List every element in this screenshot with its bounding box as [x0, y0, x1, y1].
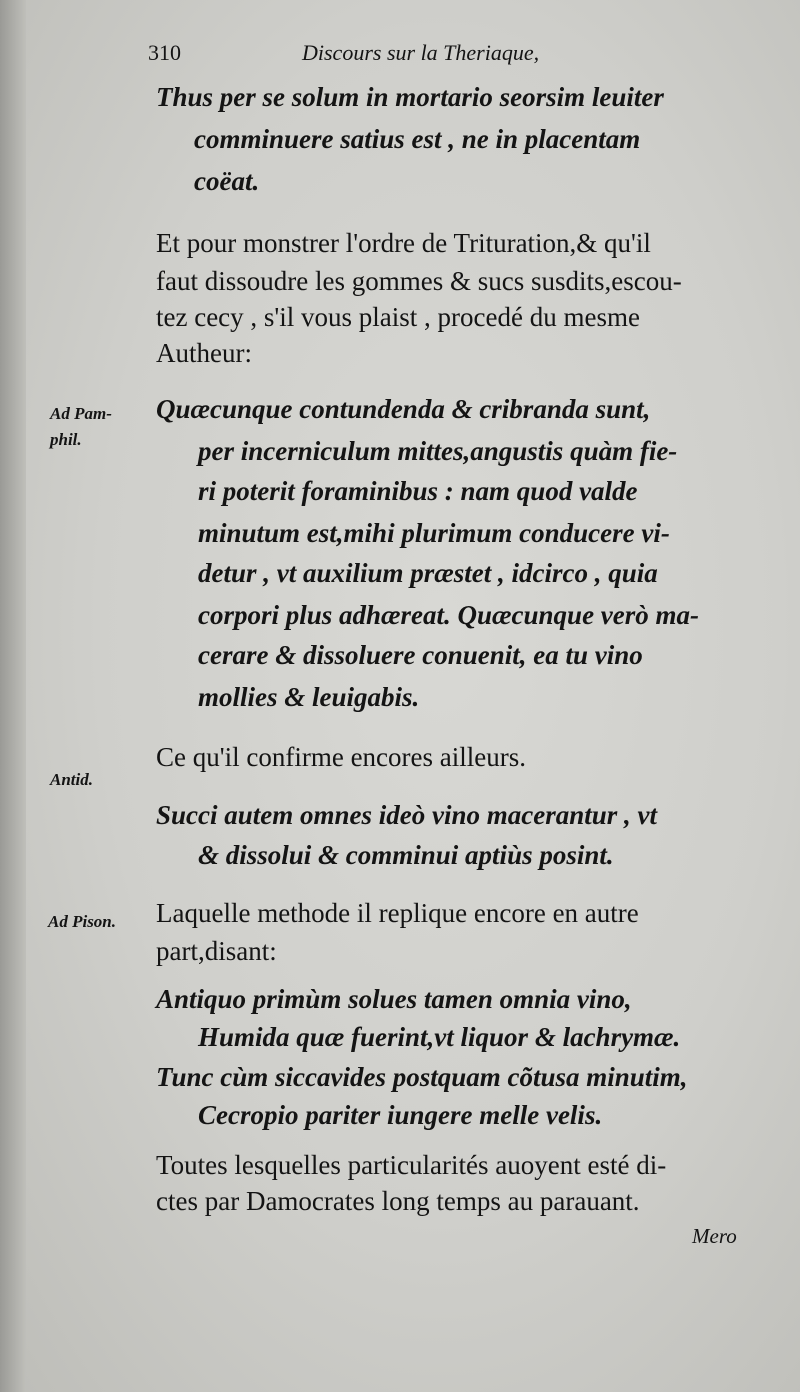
text-line: comminuere satius est , ne in placentam	[194, 124, 641, 154]
catchword: Mero	[692, 1224, 737, 1248]
text-line: part,disant:	[156, 936, 277, 966]
text-line: Tunc cùm siccavides postquam cõtusa minutim,	[156, 1062, 688, 1092]
margin-note: phil.	[50, 430, 82, 449]
text-line: Autheur:	[156, 338, 252, 368]
margin-note: Antid.	[50, 770, 93, 789]
page-gutter-shadow	[0, 0, 26, 1392]
text-line: Succi autem omnes ideò vino macerantur , vt	[156, 800, 658, 830]
text-line: tez cecy , s'il vous plaist , procedé du mesme	[156, 302, 640, 332]
text-line: Thus per se solum in mortario seorsim leuiter	[156, 82, 664, 112]
text-line: Toutes lesquelles particularités auoyent esté di-	[156, 1150, 667, 1180]
margin-note: Ad Pison.	[48, 912, 117, 931]
text-line: faut dissoudre les gommes & sucs susdits,escou-	[156, 266, 682, 296]
text-line: detur , vt auxilium præstet , idcirco , quia	[198, 558, 658, 588]
text-line: Antiquo primùm solues tamen omnia vino,	[156, 984, 632, 1014]
text-line: Laquelle methode il replique encore en autre	[156, 898, 639, 928]
margin-note: Ad Pam-	[50, 404, 112, 423]
text-line: cerare & dissoluere conuenit, ea tu vino	[198, 640, 643, 670]
text-line: Ce qu'il confirme encores ailleurs.	[156, 742, 526, 772]
page-number: 310	[148, 40, 181, 65]
text-line: ri poterit foraminibus : nam quod valde	[198, 476, 638, 506]
text-line: coëat.	[194, 166, 260, 196]
text-line: Humida quæ fuerint,vt liquor & lachrymæ.	[198, 1022, 681, 1052]
text-line: Cecropio pariter iungere melle velis.	[198, 1100, 603, 1130]
text-line: corpori plus adhæreat. Quæcunque verò ma-	[198, 600, 700, 630]
page-header	[148, 40, 540, 66]
text-line: mollies & leuigabis.	[198, 682, 420, 712]
text-line: ctes par Damocrates long temps au parauant.	[156, 1186, 640, 1216]
text-line: per incerniculum mittes,angustis quàm fie-	[198, 436, 678, 466]
text-line: & dissolui & comminui aptiùs posint.	[198, 840, 614, 870]
text-line: Quæcunque contundenda & cribranda sunt,	[156, 394, 651, 424]
running-title: Discours sur la Theriaque,	[302, 40, 540, 65]
text-line: minutum est,mihi plurimum conducere vi-	[198, 518, 670, 548]
text-line: Et pour monstrer l'ordre de Trituration,& qu'il	[156, 228, 651, 258]
